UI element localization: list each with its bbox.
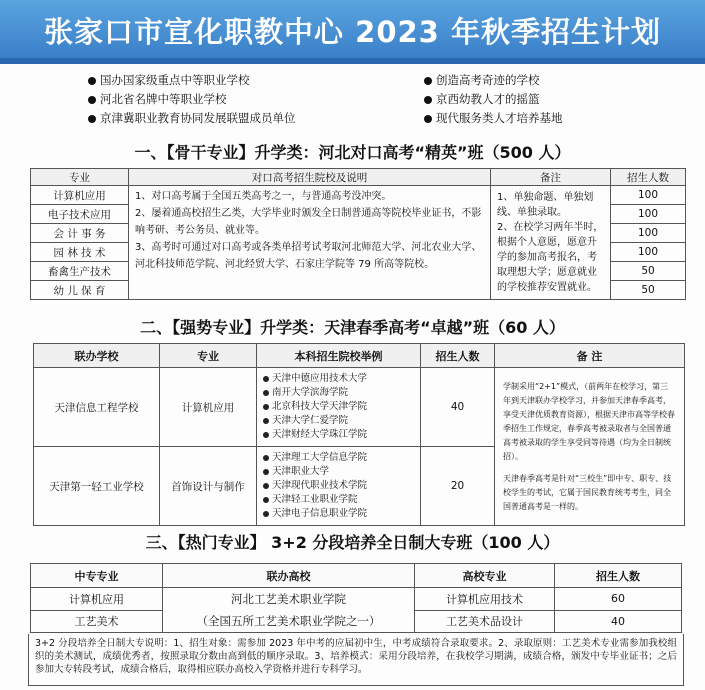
bullet-icon [424, 77, 432, 85]
bullet-icon [263, 497, 269, 503]
bullet-icon [88, 115, 96, 123]
major-cell: 畜禽生产技术 [31, 262, 129, 281]
count-cell: 40 [421, 368, 495, 447]
count-cell: 100 [611, 224, 686, 243]
count-cell: 50 [611, 262, 686, 281]
high-major-cell: 计算机应用技术 [415, 588, 555, 611]
header-note: 备注 [491, 169, 611, 186]
major-cell: 电子技术应用 [31, 205, 129, 224]
header-school: 联办学校 [34, 344, 160, 368]
major-cell: 幼 儿 保 育 [31, 281, 129, 300]
header-colleges: 本科招生院校举例 [257, 344, 421, 368]
note-cell: 1、单独命题、单独划线、单独录取。 2、在校学习两年半时，根据个人意愿，愿意升学的参加高考报名，考取理想大学；愿意就业的学校推荐安置就业。 [491, 186, 611, 300]
header-note: 备 注 [495, 344, 685, 368]
school-cell: 天津第一轻工业学校 [34, 447, 160, 526]
header-major: 专业 [31, 169, 129, 186]
bullet-icon [88, 77, 96, 85]
list-item: 北京科技大学天津学院 [263, 400, 414, 414]
bullet-icon [263, 469, 269, 475]
section-1-table [30, 168, 686, 300]
list-item: 天津中德应用技术大学 [263, 372, 414, 386]
feature-item: 河北省名牌中等职业学校 [88, 91, 227, 107]
description-cell: 1、对口高考属于全国五类高考之一，与普通高考没冲突。 2、屡着通高校招生乙类，大学毕业时颁发全日制普通高等院校毕业证书，不影响考研、考公务员、就业等。 3、高考时可通过对口高考或各类单招考试考取河北师范大学、河北农业大学、河北科技师范学院、河北经贸大学、石家庄学院等 79 所高等院校。 [129, 186, 491, 300]
major-cell: 计算机应用 [160, 368, 257, 447]
bullet-icon [424, 115, 432, 123]
header-count: 招生人数 [611, 169, 686, 186]
bullet-icon [263, 455, 269, 461]
high-major-cell: 工艺美术品设计 [415, 610, 555, 633]
bullet-icon [263, 376, 269, 382]
count-cell: 50 [611, 281, 686, 300]
note-cell: 学制采用“2+1”模式，（前两年在校学习，第三年到天津联办学校学习，并参加天津春季高考，享受天津优质教育资源），根据天津市高等学校春季招生工作规定，春季高考被录取者与全国普通高考被录取的学生享受同等待遇（均为全日制统招）。 天津春季高考是针对“三校生”即中专、职专、技校学生的考试，它属于国民教育统考考生，同全国普通高考是一样的。 [495, 368, 685, 526]
bullet-icon [263, 404, 269, 410]
section-1-title: 一、【骨干专业】升学类：河北对口高考“精英”班（500 人） [134, 143, 571, 162]
header-major: 专业 [160, 344, 257, 368]
list-item: 天津大学仁爱学院 [263, 414, 414, 428]
feature-item: 国办国家级重点中等职业学校 [88, 72, 250, 88]
title-banner [0, 0, 705, 64]
list-item: 天津职业大学 [263, 465, 414, 479]
page-title: 张家口市宣化职教中心 2023 年秋季招生计划 [44, 15, 661, 49]
header-count: 招生人数 [421, 344, 495, 368]
count-cell: 100 [611, 205, 686, 224]
count-cell: 40 [555, 610, 682, 633]
count-cell: 60 [555, 588, 682, 611]
section-2-table [33, 343, 685, 526]
header-desc: 对口高考招生院校及说明 [129, 169, 491, 186]
mid-major-cell: 计算机应用 [31, 588, 163, 611]
bullet-icon [263, 511, 269, 517]
count-cell: 100 [611, 243, 686, 262]
college-list [257, 368, 421, 447]
feature-item: 现代服务类人才培养基地 [424, 110, 563, 126]
list-item: 南开大学滨海学院 [263, 386, 414, 400]
list-item: 天津轻工业职业学院 [263, 493, 414, 507]
footnote: 3+2 分段培养全日制大专说明：1、招生对象：需参加 2023 年中考的应届初中生，中考成绩符合录取要求。2、录取原则：工艺美术专业需参加我校组织的美术测试，成绩优秀者，按照录取分数由高到低的顺序录取。3、培养模式：采用分段培养，在我校学习期满，成绩合格，颁发中专毕业证书；之后参加大专转段考试，成绩合格后，取得相应联办高校入学资格并进行专科学习。 [28, 634, 684, 686]
bullet-icon [424, 96, 432, 104]
list-item: 天津现代职业技术学院 [263, 479, 414, 493]
major-cell: 会 计 事 务 [31, 224, 129, 243]
feature-item: 创造高考奇迹的学校 [424, 72, 540, 88]
header-count: 招生人数 [555, 564, 682, 588]
feature-item: 京西幼教人才的摇篮 [424, 91, 540, 107]
major-cell: 园 林 技 术 [31, 243, 129, 262]
section-3-title: 三、【热门专业】 3+2 分段培养全日制大专班（100 人） [145, 533, 560, 552]
major-cell: 首饰设计与制作 [160, 447, 257, 526]
count-cell: 20 [421, 447, 495, 526]
bullet-icon [263, 432, 269, 438]
bullet-icon [263, 483, 269, 489]
mid-major-cell: 工艺美术 [31, 610, 163, 633]
section-3-table [30, 563, 682, 633]
feature-item: 京津冀职业教育协同发展联盟成员单位 [88, 110, 296, 126]
bullet-icon [263, 390, 269, 396]
list-item: 天津电子信息职业学院 [263, 507, 414, 521]
bullet-icon [263, 418, 269, 424]
header-college: 联办高校 [163, 564, 415, 588]
major-cell: 计算机应用 [31, 186, 129, 205]
header-high-major: 高校专业 [415, 564, 555, 588]
count-cell: 100 [611, 186, 686, 205]
bullet-icon [88, 96, 96, 104]
section-2-title: 二、【强势专业】升学类：天津春季高考“卓越”班（60 人） [140, 318, 565, 337]
college-cell: 河北工艺美术职业学院 （全国五所工艺美术职业学院之一） [163, 588, 415, 633]
school-cell: 天津信息工程学校 [34, 368, 160, 447]
list-item: 天津财经大学珠江学院 [263, 428, 414, 442]
college-list [257, 447, 421, 526]
list-item: 天津理工大学信息学院 [263, 451, 414, 465]
header-mid-major: 中专专业 [31, 564, 163, 588]
